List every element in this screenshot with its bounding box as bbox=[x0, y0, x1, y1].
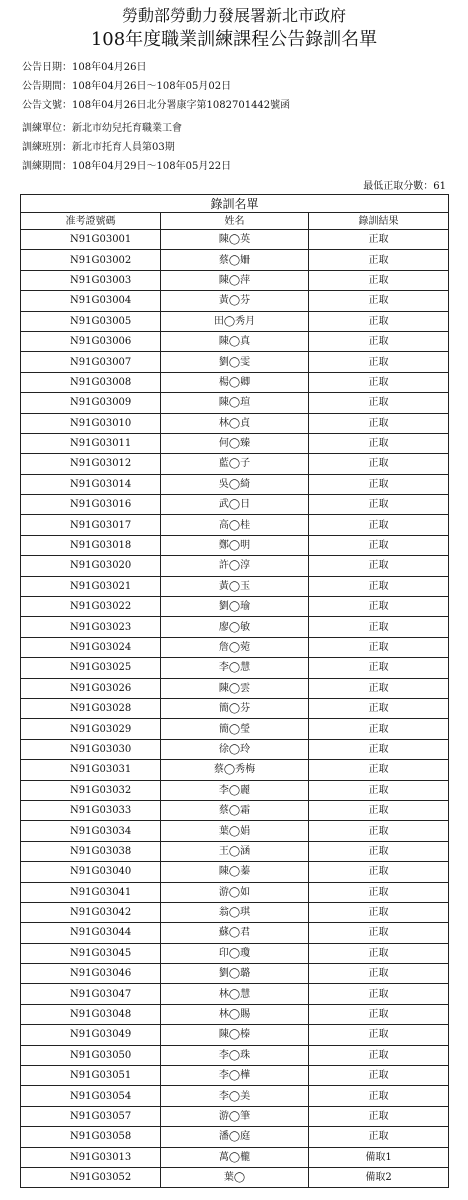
exam-number-cell: N91G03007 bbox=[21, 352, 161, 372]
name-cell: 陳◯真 bbox=[161, 331, 309, 351]
name-cell: 黃◯玉 bbox=[161, 576, 309, 596]
exam-number-cell: N91G03023 bbox=[21, 617, 161, 637]
table-caption-row bbox=[21, 195, 449, 213]
table-row bbox=[21, 474, 449, 494]
info-label: 訓練單位 bbox=[22, 123, 62, 134]
result-cell: 正取 bbox=[309, 311, 449, 331]
table-row bbox=[21, 780, 449, 800]
table-row bbox=[21, 658, 449, 678]
table-row bbox=[21, 943, 449, 963]
table-row bbox=[21, 719, 449, 739]
exam-number-cell: N91G03033 bbox=[21, 800, 161, 820]
result-cell: 正取 bbox=[309, 719, 449, 739]
table-row bbox=[21, 1066, 449, 1086]
result-cell: 正取 bbox=[309, 535, 449, 555]
info-label: 公告期間 bbox=[22, 81, 62, 92]
exam-number-cell: N91G03052 bbox=[21, 1167, 161, 1187]
name-cell: 楊◯卿 bbox=[161, 372, 309, 392]
exam-number-cell: N91G03032 bbox=[21, 780, 161, 800]
result-cell: 正取 bbox=[309, 352, 449, 372]
table-row bbox=[21, 311, 449, 331]
exam-number-cell: N91G03047 bbox=[21, 984, 161, 1004]
admission-list bbox=[20, 194, 448, 1188]
info-label: 訓練期間 bbox=[22, 161, 62, 172]
name-cell: 何◯臻 bbox=[161, 433, 309, 453]
name-cell: 陳◯萍 bbox=[161, 270, 309, 290]
exam-number-cell: N91G03009 bbox=[21, 393, 161, 413]
exam-number-cell: N91G03024 bbox=[21, 637, 161, 657]
name-cell: 徐◯玲 bbox=[161, 739, 309, 759]
min-score-value: 61 bbox=[433, 181, 446, 192]
training-class-row: 訓練班別：新北市托育人員第03期 bbox=[22, 142, 175, 153]
table-row bbox=[21, 270, 449, 290]
exam-number-cell: N91G03038 bbox=[21, 841, 161, 861]
exam-number-cell: N91G03042 bbox=[21, 902, 161, 922]
name-cell: 葉◯ bbox=[161, 1167, 309, 1187]
admission-table bbox=[20, 194, 449, 1188]
info-label: 公告文號 bbox=[22, 100, 62, 111]
training-info bbox=[22, 120, 231, 177]
exam-number-cell: N91G03030 bbox=[21, 739, 161, 759]
name-cell: 藍◯子 bbox=[161, 454, 309, 474]
result-cell: 正取 bbox=[309, 230, 449, 250]
name-cell: 李◯麗 bbox=[161, 780, 309, 800]
name-cell: 劉◯瑜 bbox=[161, 597, 309, 617]
table-row bbox=[21, 964, 449, 984]
exam-number-cell: N91G03021 bbox=[21, 576, 161, 596]
result-cell: 正取 bbox=[309, 964, 449, 984]
table-row bbox=[21, 739, 449, 759]
name-cell: 陳◯英 bbox=[161, 230, 309, 250]
exam-number-cell: N91G03022 bbox=[21, 597, 161, 617]
table-row bbox=[21, 698, 449, 718]
name-cell: 劉◯雯 bbox=[161, 352, 309, 372]
result-cell: 正取 bbox=[309, 1004, 449, 1024]
result-cell: 正取 bbox=[309, 637, 449, 657]
announcement-period-row: 公告期間：108年04月26日～108年05月02日 bbox=[22, 81, 232, 92]
exam-number-cell: N91G03001 bbox=[21, 230, 161, 250]
name-cell: 李◯樺 bbox=[161, 1066, 309, 1086]
name-cell: 陳◯榛 bbox=[161, 1025, 309, 1045]
name-cell: 陳◯蓁 bbox=[161, 862, 309, 882]
table-caption: 錄訓名單 bbox=[21, 195, 449, 213]
table-body bbox=[21, 230, 449, 1188]
name-cell: 印◯瓊 bbox=[161, 943, 309, 963]
min-admission-score: 最低正取分數：61 bbox=[363, 181, 446, 192]
table-row bbox=[21, 821, 449, 841]
name-cell: 陳◯瑄 bbox=[161, 393, 309, 413]
announcement-reference-row: 公告文號：108年04月26日北分署康字第1082701442號函 bbox=[22, 100, 291, 111]
result-cell: 正取 bbox=[309, 1106, 449, 1126]
table-row bbox=[21, 413, 449, 433]
table-row bbox=[21, 902, 449, 922]
exam-number-cell: N91G03010 bbox=[21, 413, 161, 433]
name-cell: 劉◯璐 bbox=[161, 964, 309, 984]
exam-number-cell: N91G03029 bbox=[21, 719, 161, 739]
column-header-result: 錄訓結果 bbox=[309, 213, 449, 230]
result-cell: 正取 bbox=[309, 821, 449, 841]
result-cell: 正取 bbox=[309, 1066, 449, 1086]
announcement-date-row: 公告日期：108年04月26日 bbox=[22, 62, 147, 73]
table-row bbox=[21, 800, 449, 820]
info-value: 108年04月29日～108年05月22日 bbox=[72, 161, 232, 172]
name-cell: 萬◯櫳 bbox=[161, 1147, 309, 1167]
name-cell: 李◯美 bbox=[161, 1086, 309, 1106]
result-cell: 正取 bbox=[309, 841, 449, 861]
exam-number-cell: N91G03016 bbox=[21, 495, 161, 515]
result-cell: 正取 bbox=[309, 780, 449, 800]
exam-number-cell: N91G03058 bbox=[21, 1127, 161, 1147]
name-cell: 林◯貞 bbox=[161, 413, 309, 433]
table-row bbox=[21, 250, 449, 270]
name-cell: 高◯桂 bbox=[161, 515, 309, 535]
exam-number-cell: N91G03008 bbox=[21, 372, 161, 392]
exam-number-cell: N91G03057 bbox=[21, 1106, 161, 1126]
result-cell: 正取 bbox=[309, 902, 449, 922]
exam-number-cell: N91G03048 bbox=[21, 1004, 161, 1024]
info-value: 新北市幼兒托育職業工會 bbox=[72, 123, 182, 134]
result-cell: 正取 bbox=[309, 760, 449, 780]
table-row bbox=[21, 291, 449, 311]
exam-number-cell: N91G03049 bbox=[21, 1025, 161, 1045]
result-cell: 正取 bbox=[309, 393, 449, 413]
table-row bbox=[21, 495, 449, 515]
table-row bbox=[21, 1106, 449, 1126]
result-cell: 正取 bbox=[309, 270, 449, 290]
exam-number-cell: N91G03045 bbox=[21, 943, 161, 963]
table-row bbox=[21, 454, 449, 474]
table-row bbox=[21, 1167, 449, 1187]
exam-number-cell: N91G03006 bbox=[21, 331, 161, 351]
name-cell: 李◯慧 bbox=[161, 658, 309, 678]
exam-number-cell: N91G03017 bbox=[21, 515, 161, 535]
document-title: 108年度職業訓練課程公告錄訓名單 bbox=[90, 29, 378, 50]
exam-number-cell: N91G03034 bbox=[21, 821, 161, 841]
name-cell: 簡◯芬 bbox=[161, 698, 309, 718]
training-period-row: 訓練期間：108年04月29日～108年05月22日 bbox=[22, 161, 232, 172]
exam-number-cell: N91G03005 bbox=[21, 311, 161, 331]
exam-number-cell: N91G03018 bbox=[21, 535, 161, 555]
result-cell: 正取 bbox=[309, 556, 449, 576]
exam-number-cell: N91G03011 bbox=[21, 433, 161, 453]
column-header-exam-number: 准考證號碼 bbox=[21, 213, 161, 230]
name-cell: 蔡◯秀梅 bbox=[161, 760, 309, 780]
name-cell: 蔡◯霜 bbox=[161, 800, 309, 820]
result-cell: 正取 bbox=[309, 1127, 449, 1147]
exam-number-cell: N91G03026 bbox=[21, 678, 161, 698]
name-cell: 簡◯瑩 bbox=[161, 719, 309, 739]
name-cell: 武◯日 bbox=[161, 495, 309, 515]
table-row bbox=[21, 617, 449, 637]
exam-number-cell: N91G03002 bbox=[21, 250, 161, 270]
organization-title: 勞動部勞動力發展署新北市政府 bbox=[121, 6, 346, 25]
exam-number-cell: N91G03050 bbox=[21, 1045, 161, 1065]
result-cell: 正取 bbox=[309, 1025, 449, 1045]
result-cell: 正取 bbox=[309, 923, 449, 943]
table-row bbox=[21, 331, 449, 351]
table-row bbox=[21, 352, 449, 372]
table-row bbox=[21, 1045, 449, 1065]
name-cell: 黃◯芬 bbox=[161, 291, 309, 311]
name-cell: 葉◯娟 bbox=[161, 821, 309, 841]
table-row bbox=[21, 637, 449, 657]
table-row bbox=[21, 1025, 449, 1045]
exam-number-cell: N91G03051 bbox=[21, 1066, 161, 1086]
name-cell: 田◯秀月 bbox=[161, 311, 309, 331]
name-cell: 游◯筆 bbox=[161, 1106, 309, 1126]
table-row bbox=[21, 862, 449, 882]
exam-number-cell: N91G03020 bbox=[21, 556, 161, 576]
result-cell: 正取 bbox=[309, 372, 449, 392]
result-cell: 正取 bbox=[309, 474, 449, 494]
name-cell: 詹◯菀 bbox=[161, 637, 309, 657]
name-cell: 陳◯雲 bbox=[161, 678, 309, 698]
result-cell: 正取 bbox=[309, 1045, 449, 1065]
result-cell: 正取 bbox=[309, 1086, 449, 1106]
result-cell: 正取 bbox=[309, 800, 449, 820]
exam-number-cell: N91G03040 bbox=[21, 862, 161, 882]
result-cell: 正取 bbox=[309, 495, 449, 515]
table-row bbox=[21, 841, 449, 861]
result-cell: 正取 bbox=[309, 862, 449, 882]
table-row bbox=[21, 597, 449, 617]
name-cell: 吳◯綺 bbox=[161, 474, 309, 494]
table-row bbox=[21, 372, 449, 392]
name-cell: 游◯如 bbox=[161, 882, 309, 902]
exam-number-cell: N91G03013 bbox=[21, 1147, 161, 1167]
exam-number-cell: N91G03012 bbox=[21, 454, 161, 474]
info-value: 108年04月26日北分署康字第1082701442號函 bbox=[72, 100, 291, 111]
table-row bbox=[21, 760, 449, 780]
table-row bbox=[21, 882, 449, 902]
result-cell: 正取 bbox=[309, 576, 449, 596]
exam-number-cell: N91G03014 bbox=[21, 474, 161, 494]
exam-number-cell: N91G03046 bbox=[21, 964, 161, 984]
announcement-info bbox=[22, 59, 290, 116]
name-cell: 許◯淳 bbox=[161, 556, 309, 576]
info-label: 公告日期 bbox=[22, 62, 62, 73]
result-cell: 正取 bbox=[309, 597, 449, 617]
result-cell: 備取1 bbox=[309, 1147, 449, 1167]
table-row bbox=[21, 556, 449, 576]
name-cell: 蔡◯姍 bbox=[161, 250, 309, 270]
exam-number-cell: N91G03003 bbox=[21, 270, 161, 290]
table-row bbox=[21, 535, 449, 555]
result-cell: 正取 bbox=[309, 658, 449, 678]
result-cell: 正取 bbox=[309, 984, 449, 1004]
exam-number-cell: N91G03031 bbox=[21, 760, 161, 780]
result-cell: 正取 bbox=[309, 882, 449, 902]
info-value: 108年04月26日～108年05月02日 bbox=[72, 81, 232, 92]
info-value: 108年04月26日 bbox=[72, 62, 147, 73]
table-row bbox=[21, 576, 449, 596]
name-cell: 廖◯敏 bbox=[161, 617, 309, 637]
table-header-row bbox=[21, 213, 449, 230]
name-cell: 林◯賜 bbox=[161, 1004, 309, 1024]
table-row bbox=[21, 1147, 449, 1167]
table-row bbox=[21, 1127, 449, 1147]
result-cell: 正取 bbox=[309, 617, 449, 637]
table-row bbox=[21, 230, 449, 250]
table-row bbox=[21, 1004, 449, 1024]
name-cell: 蘇◯君 bbox=[161, 923, 309, 943]
exam-number-cell: N91G03025 bbox=[21, 658, 161, 678]
column-header-name: 姓名 bbox=[161, 213, 309, 230]
exam-number-cell: N91G03041 bbox=[21, 882, 161, 902]
result-cell: 正取 bbox=[309, 515, 449, 535]
result-cell: 正取 bbox=[309, 291, 449, 311]
name-cell: 潘◯庭 bbox=[161, 1127, 309, 1147]
result-cell: 正取 bbox=[309, 678, 449, 698]
table-row bbox=[21, 678, 449, 698]
result-cell: 正取 bbox=[309, 250, 449, 270]
result-cell: 正取 bbox=[309, 739, 449, 759]
result-cell: 正取 bbox=[309, 698, 449, 718]
table-row bbox=[21, 1086, 449, 1106]
result-cell: 正取 bbox=[309, 331, 449, 351]
exam-number-cell: N91G03028 bbox=[21, 698, 161, 718]
name-cell: 鄭◯明 bbox=[161, 535, 309, 555]
result-cell: 正取 bbox=[309, 454, 449, 474]
result-cell: 正取 bbox=[309, 943, 449, 963]
result-cell: 正取 bbox=[309, 413, 449, 433]
result-cell: 備取2 bbox=[309, 1167, 449, 1187]
result-cell: 正取 bbox=[309, 433, 449, 453]
table-row bbox=[21, 923, 449, 943]
min-score-label: 最低正取分數 bbox=[363, 181, 424, 192]
exam-number-cell: N91G03044 bbox=[21, 923, 161, 943]
name-cell: 林◯慧 bbox=[161, 984, 309, 1004]
name-cell: 李◯珠 bbox=[161, 1045, 309, 1065]
info-value: 新北市托育人員第03期 bbox=[72, 142, 175, 153]
training-unit-row: 訓練單位：新北市幼兒托育職業工會 bbox=[22, 123, 182, 134]
info-label: 訓練班別 bbox=[22, 142, 62, 153]
name-cell: 王◯涵 bbox=[161, 841, 309, 861]
exam-number-cell: N91G03004 bbox=[21, 291, 161, 311]
exam-number-cell: N91G03054 bbox=[21, 1086, 161, 1106]
table-row bbox=[21, 984, 449, 1004]
table-row bbox=[21, 393, 449, 413]
table-row bbox=[21, 515, 449, 535]
name-cell: 翁◯琪 bbox=[161, 902, 309, 922]
table-row bbox=[21, 433, 449, 453]
